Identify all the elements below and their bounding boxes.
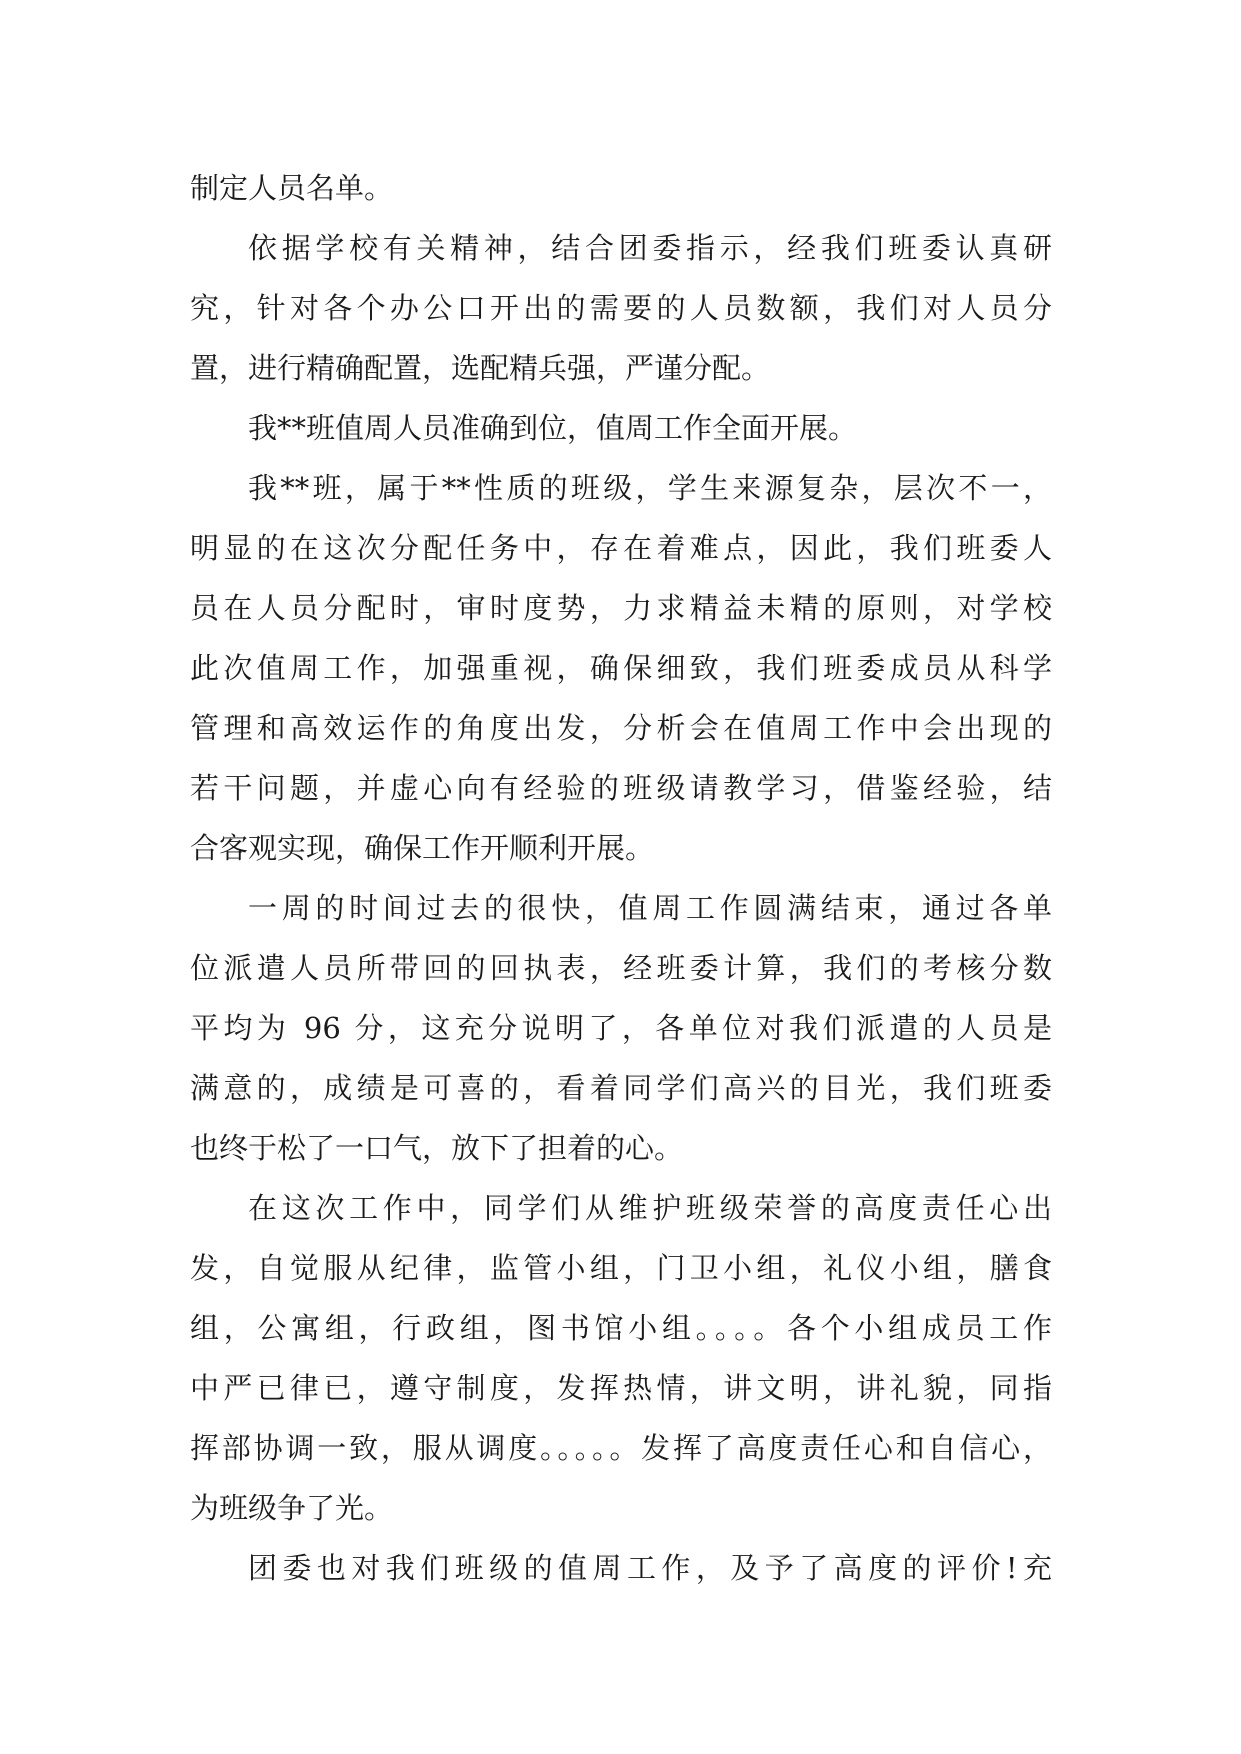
paragraph-4 bbox=[190, 458, 1052, 878]
text-line: 管理和高效运作的角度出发，分析会在值周工作中会出现的 bbox=[190, 711, 1052, 745]
text-line: 制定人员名单。 bbox=[190, 171, 394, 205]
text-line: 满意的，成绩是可喜的，看着同学们高兴的目光，我们班委 bbox=[190, 1071, 1052, 1105]
paragraph-5 bbox=[190, 878, 1052, 1178]
text-line: 究，针对各个办公口开出的需要的人员数额，我们对人员分 bbox=[190, 291, 1052, 325]
text-line: 中严已律已，遵守制度，发挥热情，讲文明，讲礼貌，同指 bbox=[190, 1371, 1052, 1405]
text-line: 为班级争了光。 bbox=[190, 1491, 394, 1525]
text-line: 置，进行精确配置，选配精兵强，严谨分配。 bbox=[190, 351, 771, 385]
text-line: 合客观实现，确保工作开顺利开展。 bbox=[190, 831, 655, 865]
text-line: 发，自觉服从纪律，监管小组，门卫小组，礼仪小组，膳食 bbox=[190, 1251, 1052, 1285]
text-line: 我**班值周人员准确到位，值周工作全面开展。 bbox=[248, 411, 858, 445]
text-line: 也终于松了一口气，放下了担着的心。 bbox=[190, 1131, 684, 1165]
text-line: 在这次工作中，同学们从维护班级荣誉的高度责任心出 bbox=[248, 1191, 1052, 1225]
paragraph-7 bbox=[190, 1538, 1052, 1598]
text-line: 平均为 96 分，这充分说明了，各单位对我们派遣的人员是 bbox=[190, 1011, 1052, 1045]
paragraph-3 bbox=[190, 398, 1052, 458]
text-line: 我**班，属于**性质的班级，学生来源复杂，层次不一， bbox=[248, 471, 1052, 505]
text-line: 位派遣人员所带回的回执表，经班委计算，我们的考核分数 bbox=[190, 951, 1052, 985]
text-line: 明显的在这次分配任务中，存在着难点，因此，我们班委人 bbox=[190, 531, 1052, 565]
paragraph-6 bbox=[190, 1178, 1052, 1538]
paragraph-2 bbox=[190, 218, 1052, 398]
text-line: 若干问题，并虚心向有经验的班级请教学习，借鉴经验，结 bbox=[190, 771, 1052, 805]
text-line: 组，公寓组，行政组，图书馆小组。。。。各个小组成员工作 bbox=[190, 1311, 1052, 1345]
text-line: 此次值周工作，加强重视，确保细致，我们班委成员从科学 bbox=[190, 651, 1052, 685]
text-line: 员在人员分配时，审时度势，力求精益未精的原则，对学校 bbox=[190, 591, 1052, 625]
text-line: 依据学校有关精神，结合团委指示，经我们班委认真研 bbox=[248, 231, 1052, 265]
paragraph-1 bbox=[190, 158, 1052, 218]
text-line: 挥部协调一致，服从调度。。。。。发挥了高度责任心和自信心， bbox=[190, 1431, 1052, 1465]
text-line: 一周的时间过去的很快，值周工作圆满结束，通过各单 bbox=[248, 891, 1052, 925]
text-line: 团委也对我们班级的值周工作，及予了高度的评价!充 bbox=[248, 1551, 1052, 1585]
document-body bbox=[190, 158, 1052, 1598]
